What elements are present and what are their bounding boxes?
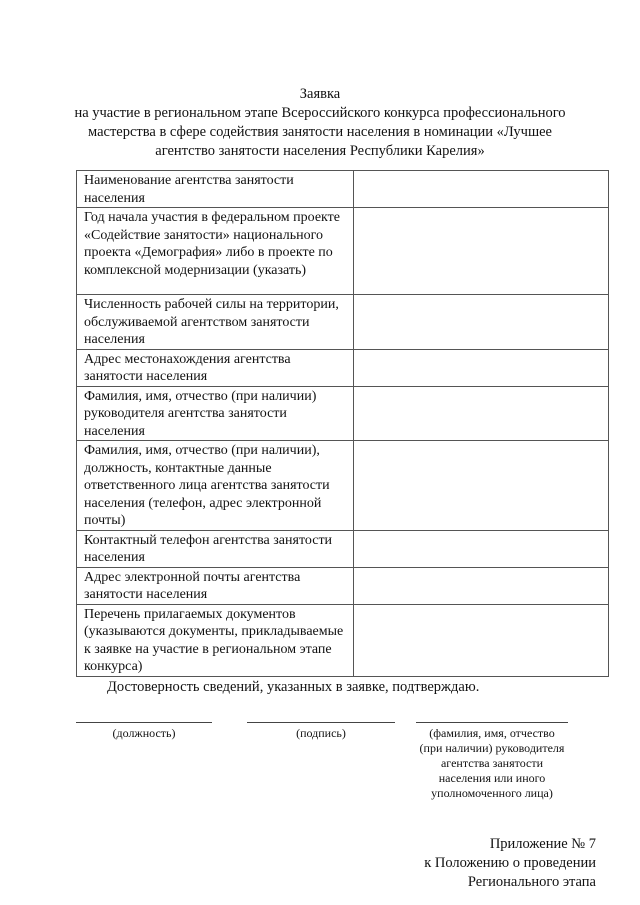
title-heading: Заявка — [299, 86, 341, 102]
table-row — [77, 441, 609, 531]
signature-line — [76, 722, 212, 723]
application-table — [76, 170, 609, 677]
caption-line: (при наличии) руководителя — [419, 741, 565, 755]
table-row — [77, 386, 609, 441]
document-title — [60, 85, 580, 161]
appendix-reference — [424, 835, 596, 892]
row-value-agency-name[interactable] — [353, 171, 608, 208]
row-label-phone: Контактный телефон агентства занятости населения — [77, 530, 354, 567]
table-row — [77, 604, 609, 676]
table-row — [77, 171, 609, 208]
signature-line — [247, 722, 395, 723]
signature-field[interactable] — [247, 722, 395, 741]
title-line: мастерства в сфере содействия занятости населения в номинации «Лучшее — [88, 124, 552, 140]
row-label-documents: Перечень прилагаемых документов (указываются документы, прикладываемые к заявке на участие в региональном этапе конкурса) — [77, 604, 354, 676]
appendix-line: к Положению о проведении — [424, 855, 596, 871]
row-value-phone[interactable] — [353, 530, 608, 567]
row-label-start-year: Год начала участия в федеральном проекте «Содействие занятости» национального проекта «Демография» либо в проекте по комплексной модернизации (указать) — [77, 208, 354, 295]
row-value-documents[interactable] — [353, 604, 608, 676]
confirmation-text: Достоверность сведений, указанных в заявке, подтверждаю. — [107, 679, 480, 695]
row-label-responsible-person: Фамилия, имя, отчество (при наличии), должность, контактные данные ответственного лица агентства занятости населения (телефон, адрес электронной почты) — [77, 441, 354, 531]
full-name-caption — [416, 726, 568, 801]
row-label-agency-name: Наименование агентства занятости населения — [77, 171, 354, 208]
row-value-start-year[interactable] — [353, 208, 608, 295]
appendix-line: Регионального этапа — [467, 874, 596, 890]
row-label-labor-force: Численность рабочей силы на территории, обслуживаемой агентством занятости населения — [77, 295, 354, 350]
position-caption: (должность) — [112, 726, 176, 740]
position-signature-field[interactable] — [76, 722, 212, 741]
table-row — [77, 530, 609, 567]
appendix-number: Приложение № 7 — [489, 836, 596, 852]
row-label-head-name: Фамилия, имя, отчество (при наличии) руководителя агентства занятости населения — [77, 386, 354, 441]
full-name-signature-field[interactable] — [416, 722, 568, 801]
title-line: агентство занятости населения Республики Карелия» — [155, 143, 485, 159]
table-row — [77, 567, 609, 604]
table-row — [77, 295, 609, 350]
row-value-email[interactable] — [353, 567, 608, 604]
row-label-address: Адрес местонахождения агентства занятости населения — [77, 349, 354, 386]
table-row — [77, 349, 609, 386]
row-value-head-name[interactable] — [353, 386, 608, 441]
row-value-address[interactable] — [353, 349, 608, 386]
row-value-responsible-person[interactable] — [353, 441, 608, 531]
signature-line — [416, 722, 568, 723]
title-line: на участие в региональном этапе Всероссийского конкурса профессионального — [74, 105, 566, 121]
caption-line: уполномоченного лица) — [431, 786, 553, 800]
caption-line: населения или иного — [438, 771, 546, 785]
caption-line: (фамилия, имя, отчество — [429, 726, 555, 740]
signature-caption: (подпись) — [296, 726, 346, 740]
table-row — [77, 208, 609, 295]
row-label-email: Адрес электронной почты агентства занятости населения — [77, 567, 354, 604]
caption-line: агентства занятости — [440, 756, 544, 770]
row-value-labor-force[interactable] — [353, 295, 608, 350]
